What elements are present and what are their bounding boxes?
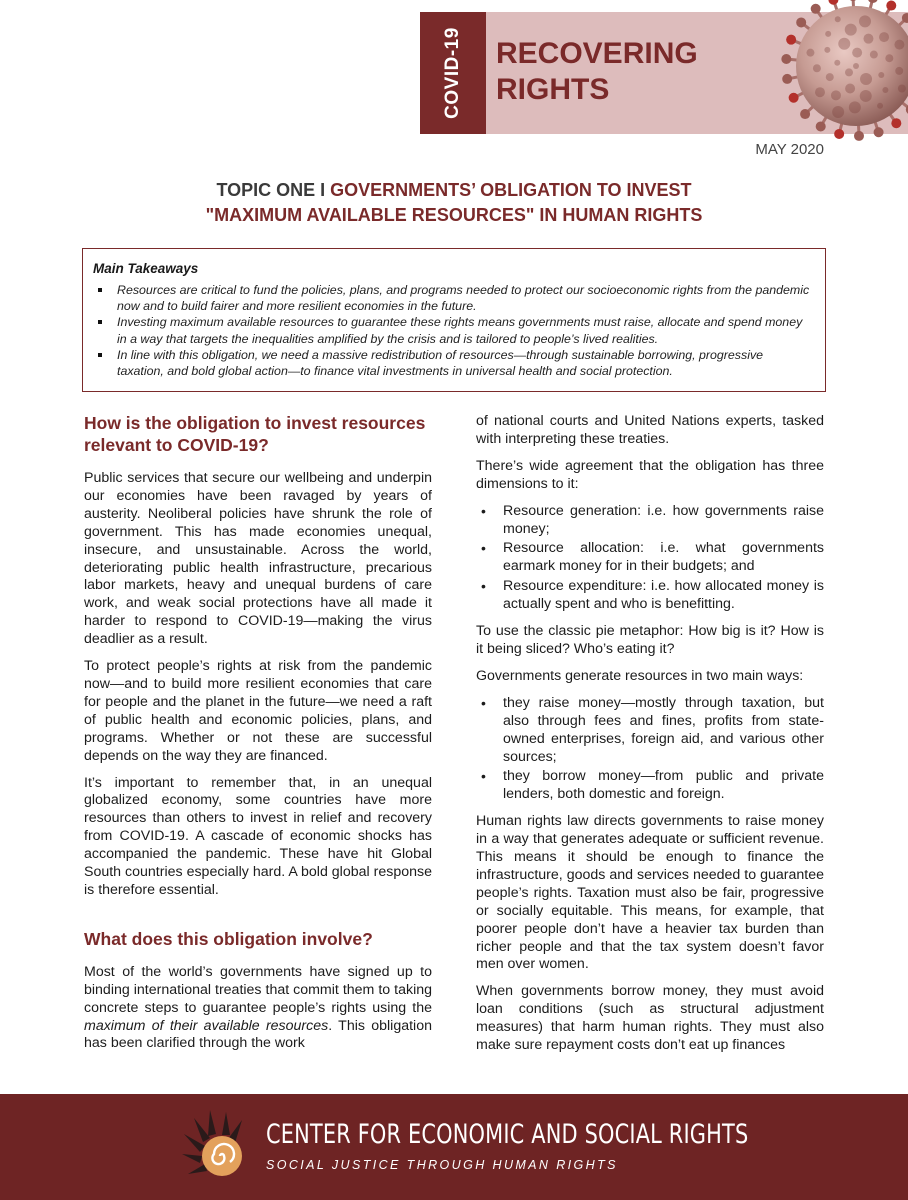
paragraph: Human rights law directs governments to raise money in a way that generates adequate or sufficient revenue. This means it should be enough to finance the infrastructure, goods and services needed to guarantee people’s rights. Taxation must also be fair, progressive or socially equitable. This means, for example, that poorer people don’t have a heavier tax burden than richer people and that the tax system doesn’t favor men over women. — [476, 813, 824, 973]
paragraph: of national courts and United Nations experts, tasked with interpreting these treaties. — [476, 413, 824, 447]
takeaways-list — [93, 282, 813, 379]
takeaway-item: Resources are critical to fund the policies, plans, and programs needed to protect our socioeconomic rights from the pandemic now and to build fairer and more resilient economies in the future. — [93, 282, 813, 314]
paragraph: To protect people’s rights at risk from the pandemic now—and to build more resilient economies that care for people and the planet in the future—we need a raft of public health and economic policies, plans, and programs. Whether or not these are successful depends on the way they are financed. — [84, 658, 432, 764]
paragraph: Most of the world’s governments have signed up to binding international treaties that commit them to taking concrete steps to guarantee people’s rights using the maximum of their available resources. This obligation has been clarified through the work — [84, 963, 432, 1052]
paragraph: Public services that secure our wellbeing and underpin our economies have been ravaged by years of austerity. Neoliberal policies have shrunk the role of government. This has made economies unequal, insecure, and unsustainable. Across the world, deteriorating public health infrastructure, precarious labor markets, heavy and unequal burdens of care work, and weak social protections have all made it harder to respond to COVID-19—making the virus deadlier as a result. — [84, 470, 432, 648]
topic-label: TOPIC ONE I — [216, 180, 331, 200]
list-item: • Resource expenditure: i.e. how allocated money is actually spent and who is benefitting. — [476, 578, 824, 614]
paragraph: Governments generate resources in two main ways: — [476, 667, 804, 684]
list-item: • they raise money—mostly through taxation, but also through fees and fines, profits from state-owned enterprises, foreign aid, and various other sources; — [476, 695, 824, 767]
topic-title: TOPIC ONE I GOVERNMENTS’ OBLIGATION TO INVEST "MAXIMUM AVAILABLE RESOURCES" IN HUMAN RIGHTS — [205, 180, 703, 225]
takeaway-item: Investing maximum available resources to guarantee these rights means governments must raise, allocate and spend money in a way that targets the inequalities amplified by the crisis and is tailored to people’s lived realities. — [93, 314, 813, 346]
paragraph: There’s wide agreement that the obligation has three dimensions to it: — [476, 457, 824, 492]
cesr-logo-icon — [180, 1104, 256, 1190]
coronavirus-illustration — [770, 0, 908, 164]
dimensions-list — [476, 503, 824, 614]
section-heading: What does this obligation involve? — [84, 928, 373, 949]
right-column — [476, 413, 824, 1064]
paragraph: It’s important to remember that, in an unequal globalized economy, some countries have more resources than others to invest in relief and recovery from COVID-19. A cascade of economic shocks has accompanied the pandemic. These have hit Global South countries especially hard. A bold global response is therefore essential. — [84, 774, 432, 898]
series-title: RECOVERING RIGHTS — [496, 37, 698, 106]
list-item: • Resource allocation: i.e. what governments earmark money for in their budgets; and — [476, 540, 824, 576]
covid-label: COVID-19 — [442, 27, 464, 119]
section-heading: How is the obligation to invest resources relevant to COVID-19? — [84, 413, 426, 455]
list-item: • they borrow money—from public and private lenders, both domestic and foreign. — [476, 768, 824, 804]
paragraph: To use the classic pie metaphor: How big is it? How is it being sliced? Who’s eating it? — [476, 623, 824, 657]
covid-19-tab — [420, 12, 486, 134]
takeaways-heading: Main Takeaways — [93, 261, 199, 276]
ways-list — [476, 695, 824, 804]
left-column — [84, 412, 432, 1062]
paragraph: When governments borrow money, they must avoid loan conditions (such as structural adjustment measures) that harm human rights. They must also make sure repayment costs don’t eat up finances — [476, 983, 824, 1054]
footer-banner — [0, 1094, 908, 1200]
list-item: • Resource generation: i.e. how governments raise money; — [476, 503, 824, 539]
organization-name: CENTER FOR ECONOMIC AND SOCIAL RIGHTS — [266, 1119, 749, 1150]
organization-tagline: SOCIAL JUSTICE THROUGH HUMAN RIGHTS — [266, 1158, 618, 1172]
main-takeaways-box — [82, 248, 826, 392]
takeaway-item: In line with this obligation, we need a massive redistribution of resources—through sustainable borrowing, progressive taxation, and bold global action—to finance vital investments in universal health and social protection. — [93, 347, 813, 379]
publication-date: MAY 2020 — [755, 141, 824, 158]
